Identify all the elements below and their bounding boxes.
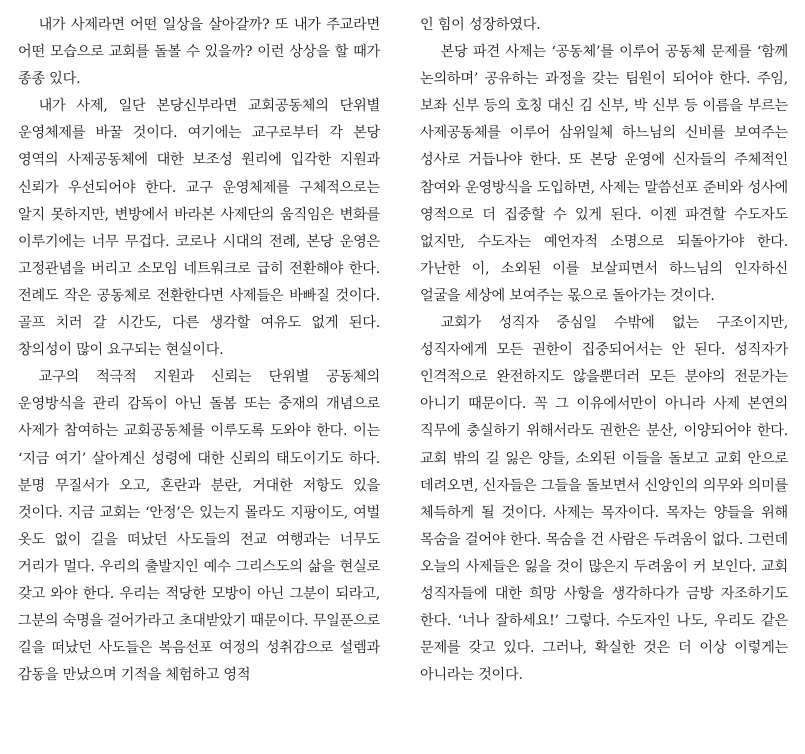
left-column <box>18 12 380 689</box>
paragraph: 교회가 성직자 중심일 수밖에 없는 구조이지만, 성직자에게 모든 권한이 집중되어서는 안 된다. 성직자가 인격적으로 완전하지도 않을뿐더러 모든 분야의 전문가는 아니기 때문이다. 꼭 그 이유에서만이 아니라 사제 본연의 직무에 충실하기 위해서라도 권한은 분산, 이양되어야 한다. 교회 밖의 길 잃은 양들, 소외된 이들을 돌보고 교회 안으로 데려오면, 신자들은 그들을 돌보면서 신앙인의 의무와 의미를 체득하게 될 것이다. 사제는 목자이다. 목자는 양들을 위해 목숨을 걸어야 한다. 목숨을 건 사람은 두려움이 없다. 그런데 오늘의 사제들은 잃을 것이 많은지 두려움이 커 보인다. 교회 성직자들에 대한 희망 사항을 생각하다가 금방 자조하기도 한다. ‘너나 잘하세요!’ 그렇다. 수도자인 나도, 우리도 같은 문제를 갖고 있다. 그러나, 확실한 것은 더 이상 이렇게는 아니라는 것이다. <box>420 315 788 684</box>
paragraph: 내가 사제, 일단 본당신부라면 교회공동체의 단위별 운영체제를 바꿀 것이다. 여기에는 교구로부터 각 본당 영역의 사제공동체에 대한 보조성 원리에 입각한 지원과 신뢰가 우선되어야 한다. 교구 운영체제를 구체적으로는 알지 못하지만, 변방에서 바라본 사제단의 움직임은 변화를 이루기에는 너무 무겁다. 코로나 시대의 전례, 본당 운영은 고정관념을 버리고 소모임 네트워크로 급히 전환해야 한다. 전례도 작은 공동체로 전환한다면 사제들은 바빠질 것이다. 골프 치러 갈 시간도, 다른 생각할 여유도 없게 된다. 창의성이 많이 요구되는 현실이다. <box>18 98 380 359</box>
paragraph: 본당 파견 사제는 ‘공동체’를 이루어 공동체 문제를 ‘함께 논의하며’ 공유하는 과정을 갖는 팀원이 되어야 한다. 주임, 보좌 신부 등의 호칭 대신 김 신부, 박 신부 등 이름을 부르는 사제공동체를 이루어 삼위일체 하느님의 신비를 보여주는 성사로 거듭나야 한다. 또 본당 운영에 신자들의 주체적인 참여와 운영방식을 도입하면, 사제는 말씀선포 준비와 성사에 영적으로 더 집중할 수 있게 된다. 이젠 파견할 수도자도 없지만, 수도자는 예언자적 소명으로 되돌아가야 한다. 가난한 이, 소외된 이를 보살피면서 하느님의 인자하신 얼굴을 세상에 보여주는 몫으로 돌아가는 것이다. <box>420 44 788 304</box>
paragraph: 내가 사제라면 어떤 일상을 살아갈까? 또 내가 주교라면 어떤 모습으로 교회를 돌볼 수 있을까? 이런 상상을 할 때가 종종 있다. <box>18 17 380 88</box>
paragraph: 교구의 적극적 지원과 신뢰는 단위별 공동체의 운영방식을 관리 감독이 아닌 돌봄 또는 중재의 개념으로 사제가 참여하는 교회공동체를 이루도록 도와야 한다. 이는 ‘지금 여기’ 살아계신 성령에 대한 신뢰의 태도이기도 하다. 분명 무질서가 오고, 혼란과 분란, 거대한 저항도 있을 것이다. 지금 교회는 ‘안정’은 있는지 몰라도 지팡이도, 여벌 옷도 없이 길을 떠났던 사도들의 전교 여행과는 너무도 거리가 멀다. 우리의 출발지인 예수 그리스도의 삶을 현실로 갖고 와야 한다. 우리는 적당한 모방이 아닌 그분이 되라고, 그분의 숙명을 걸어가라고 초대받았기 때문이다. 무일푼으로 길을 떠났던 사도들은 복음선포 여정의 성취감으로 설렘과 감동을 만났으며 기적을 체험하고 영적 <box>18 369 380 684</box>
paragraph-continuation: 인 힘이 성장하였다. <box>420 17 541 33</box>
right-column <box>420 12 788 689</box>
